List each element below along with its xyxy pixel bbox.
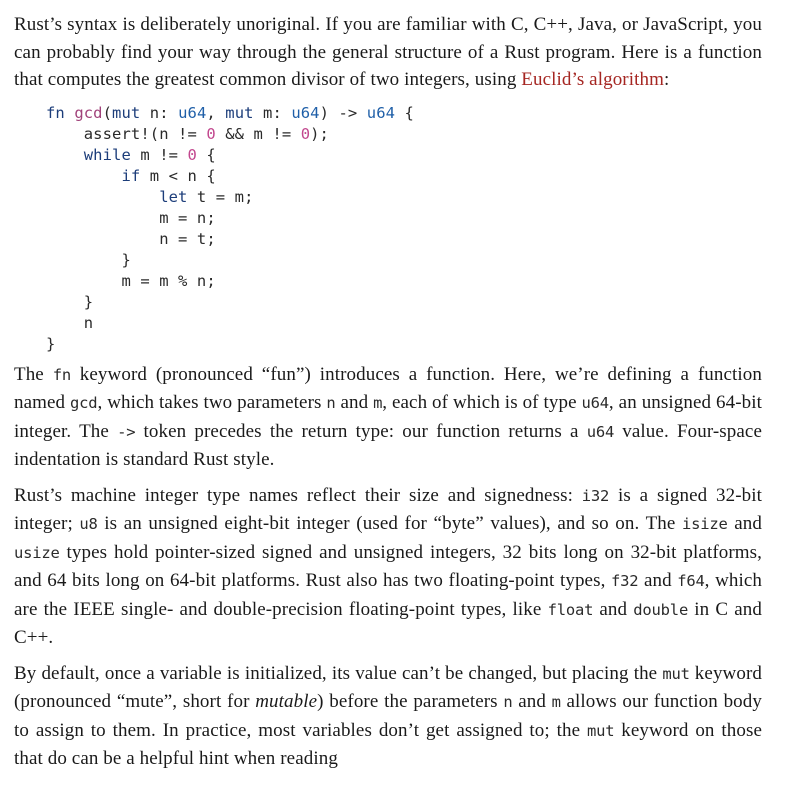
code-token: gcd: [74, 103, 103, 122]
inline-code: i32: [581, 486, 610, 505]
text-run: and: [512, 691, 552, 712]
text-run: keyword on those that do can be a helpful hint when reading: [14, 719, 762, 769]
inline-code: fn: [52, 365, 71, 384]
inline-code: m: [551, 693, 561, 711]
inline-code: f64: [677, 572, 705, 590]
code-line-8: }: [121, 250, 131, 269]
code-token: if: [121, 166, 141, 185]
code-token: ,: [206, 103, 226, 122]
inline-code: double: [633, 600, 689, 619]
code-token: mut: [112, 103, 141, 122]
code-token: && m !=: [215, 124, 301, 143]
intro-text: Rust’s syntax is deliberately unoriginal. If you are familiar with C, C++, Java, or JavaScript, you can probably find your way through the general structure of a Rust program. Here is a function that computes the greatest common divisor of two integers, using: [14, 14, 762, 90]
code-token: :: [272, 103, 292, 122]
text-run: allows our function body to assign to them. In practice, most variables don’t get assigned to; the: [14, 691, 762, 741]
inline-code: float: [547, 600, 594, 619]
text-run: By default, once a variable is initialized, its value can’t be changed, but placing the: [14, 662, 663, 684]
code-line-5: [159, 188, 253, 206]
code-token: );: [310, 124, 329, 143]
fn-keyword-paragraph: [14, 361, 762, 474]
text-run: and: [727, 513, 762, 534]
text-run: value. Four-space indentation is standard Rust style.: [14, 420, 762, 470]
code-token: 0: [187, 145, 197, 164]
inline-code: isize: [682, 515, 728, 533]
inline-code: u8: [79, 515, 98, 533]
inline-code: f32: [610, 572, 639, 590]
gcd-code-block: [46, 103, 762, 355]
text-run: ) before the parameters: [317, 691, 504, 712]
code-token: m < n {: [140, 166, 216, 185]
text-run: keyword (pronounced “mute”, short for: [14, 662, 762, 712]
code-token: (: [102, 103, 113, 122]
code-token: m: [253, 103, 273, 122]
inline-code: m: [373, 394, 383, 412]
intro-paragraph: [14, 11, 762, 94]
inline-code: n: [326, 394, 336, 412]
text-run: and: [593, 598, 634, 620]
code-token: u64: [366, 103, 396, 122]
code-line-11: n: [83, 313, 94, 332]
inline-code: u64: [581, 394, 609, 412]
code-line-12: }: [46, 334, 56, 353]
code-token: t = m;: [187, 187, 254, 206]
code-token: n: [140, 103, 160, 122]
inline-code: usize: [14, 543, 60, 562]
code-line-1: [46, 104, 414, 122]
code-token: u64: [178, 103, 207, 122]
code-line-9: m = m % n;: [121, 271, 216, 290]
code-token: (n !=: [149, 124, 207, 143]
code-token: assert!: [83, 124, 150, 143]
text-run: keyword (pronounced “fun”) introduces a function. Here, we’re defining a function named: [14, 363, 762, 413]
text-run: , an unsigned 64-bit integer. The: [14, 392, 762, 442]
code-token: fn: [46, 103, 65, 122]
euclid-algorithm-link[interactable]: Euclid’s algorithm: [521, 69, 664, 90]
code-line-3: [84, 146, 216, 164]
text-run: Rust’s machine integer type names reflect their size and signedness:: [14, 484, 582, 506]
emphasis: mutable: [255, 691, 318, 712]
code-line-10: }: [83, 292, 94, 311]
inline-code: n: [503, 693, 513, 711]
text-run: token precedes the return type: our function returns a: [135, 420, 587, 442]
inline-code: ->: [117, 422, 136, 441]
code-token: 0: [300, 124, 311, 143]
inline-code: mut: [662, 664, 690, 683]
code-token: ) ->: [319, 103, 367, 122]
code-token: m !=: [130, 145, 188, 164]
inline-code: gcd: [70, 394, 98, 412]
text-run: and: [638, 570, 678, 591]
mut-keyword-paragraph: [14, 660, 762, 773]
text-run: and: [335, 392, 374, 413]
integer-types-paragraph: [14, 482, 762, 652]
code-line-6: m = n;: [159, 208, 216, 227]
text-run: in C and C++.: [14, 598, 763, 648]
text-run: The: [14, 363, 53, 385]
code-line-2: [84, 125, 329, 143]
text-run: types hold pointer-sized signed and unsigned integers, 32 bits long on 32-bit platforms, and 64 bits long on 64-bit platforms. Rust also has two floating-point types,: [14, 541, 762, 591]
text-run: , each of which is of type: [382, 392, 582, 413]
code-token: 0: [206, 124, 216, 143]
text-run: , which are the IEEE single- and double-precision floating-point types, like: [14, 570, 762, 620]
code-token: {: [196, 145, 216, 164]
inline-code: mut: [587, 721, 615, 740]
code-token: while: [83, 145, 131, 164]
text-run: , which takes two parameters: [97, 392, 327, 413]
code-line-7: n = t;: [159, 229, 216, 248]
code-line-4: [121, 167, 215, 185]
text-run: is an unsigned eight-bit integer (used for “byte” values), and so on. The: [97, 513, 683, 534]
code-token: mut: [225, 103, 254, 122]
inline-code: u64: [586, 422, 615, 441]
text-run: is a signed 32-bit integer;: [14, 484, 762, 534]
intro-tail: :: [663, 69, 670, 90]
code-token: u64: [291, 103, 320, 122]
code-token: {: [395, 103, 414, 122]
code-token: let: [159, 187, 188, 206]
code-token: :: [159, 103, 179, 122]
